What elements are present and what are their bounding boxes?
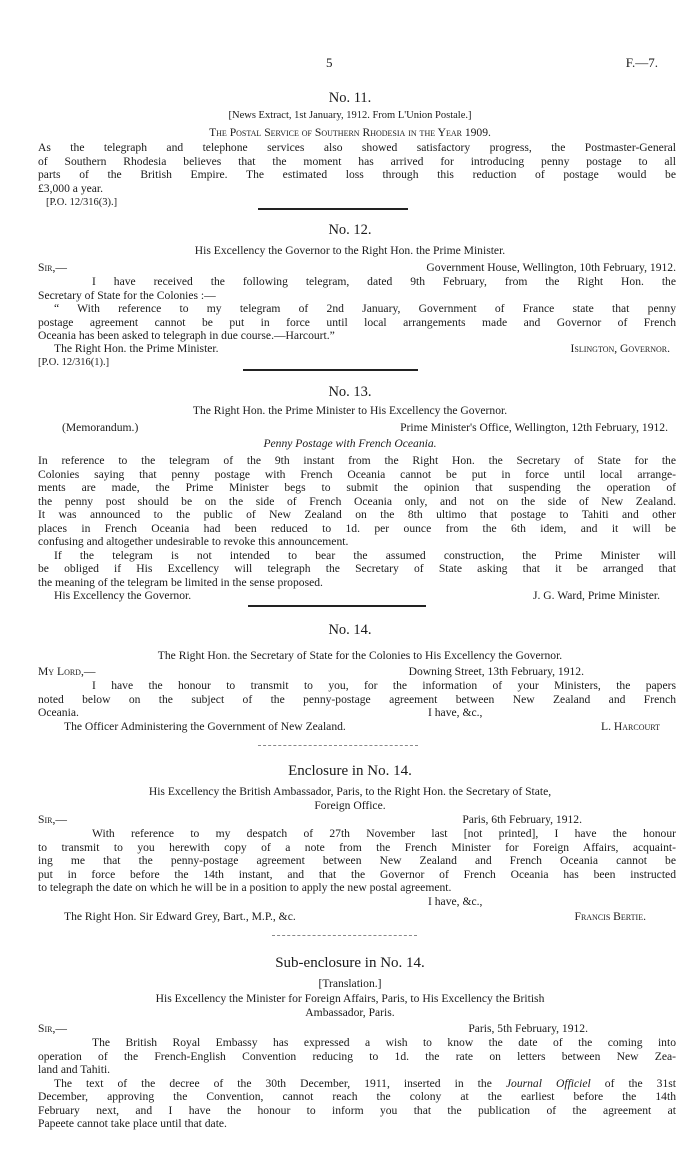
text-line: to telegraph the date on which he will be in a position to apply the new postal agreement.	[38, 881, 452, 894]
no11-subtitle: The Postal Service of Southern Rhodesia in the Year 1909.	[209, 126, 491, 139]
no12-heading: His Excellency the Governor to the Right Hon. the Prime Minister.	[194, 244, 506, 257]
document-reference: F.—7.	[625, 55, 658, 70]
text-line: be obliged if His Excellency will telegraph the Secretary of State asking that it be arranged that	[38, 562, 676, 575]
enclosure-signature: Francis Bertie.	[574, 910, 646, 923]
text-line: land and Tahiti.	[38, 1063, 111, 1076]
no12-signature: Islington, Governor.	[570, 342, 670, 355]
no14-addressee: The Officer Administering the Government of New Zealand.	[64, 720, 346, 733]
no14-body	[38, 679, 676, 720]
sub-enclosure-salutation: Sir,—	[38, 1022, 67, 1035]
news-extract-source: [News Extract, 1st January, 1912. From L'Union Postale.]	[228, 110, 472, 121]
no11-file-ref: [P.O. 12/316(3).]	[46, 197, 118, 208]
text-line: As the telegraph and telephone services also showed satisfactory progress, the Postmaster-General	[38, 141, 676, 154]
enclosure-addressee: The Right Hon. Sir Edward Grey, Bart., M.P., &c.	[64, 910, 296, 923]
no13-addressee: His Excellency the Governor.	[54, 589, 192, 602]
enclosure-salutation: Sir,—	[38, 813, 67, 826]
translation-note: [Translation.]	[318, 977, 382, 990]
text-line: confusing and altogether undesirable to revoke this announcement.	[38, 535, 349, 548]
no12-salutation: Sir,—	[38, 261, 67, 274]
section-title-no12: No. 12.	[328, 222, 372, 238]
page-number: 5	[326, 55, 333, 70]
no11-body	[38, 141, 676, 195]
no13-memo-label: (Memorandum.)	[62, 421, 139, 434]
section-divider	[243, 369, 418, 371]
text-line: operation of the French-English Convention reducing to 1d. the rate on letters between New Zea-	[38, 1049, 676, 1063]
text-line: the meaning of the telegram be limited in the sense proposed.	[38, 575, 323, 589]
text-line: the penny post should be on the side of French Oceania only, and not on the side of New Zealand.	[38, 494, 676, 508]
sub-enclosure-title: Sub-enclosure in No. 14.	[275, 955, 425, 971]
text-line: Oceania has been asked to telegraph in due course.—Harcourt.”	[38, 329, 335, 342]
text-line: “ With reference to my telegram of 2nd January, Government of France state that penny	[54, 302, 676, 315]
sub-enclosure-heading-line1: His Excellency the Minister for Foreign Affairs, Paris, to His Excellency the British	[155, 992, 545, 1005]
text-line: ments are made, the Prime Minister begs to submit the opinion that suspending the operation of	[38, 481, 676, 494]
enclosure-heading-line1: His Excellency the British Ambassador, Paris, to the Right Hon. the Secretary of State,	[148, 785, 552, 798]
text-line: February next, and I have the honour to inform you that the publication of the agreement at	[38, 1103, 676, 1117]
no14-heading: The Right Hon. the Secretary of State for the Colonies to His Excellency the Governor.	[157, 649, 563, 662]
section-divider	[248, 605, 426, 607]
text-line: In reference to the telegram of the 9th instant from the Right Hon. the Secretary of State for the	[38, 454, 676, 467]
sub-enclosure-heading-line2: Ambassador, Paris.	[305, 1006, 395, 1019]
enclosure-heading-line2: Foreign Office.	[314, 799, 386, 812]
text-line: Oceania.	[38, 706, 79, 719]
text-line: The text of the decree of the 30th December, 1911, inserted in the Journal Officiel of the 31st	[54, 1076, 676, 1090]
enclosure-body	[38, 827, 676, 895]
sub-enclosure-dateline: Paris, 5th February, 1912.	[468, 1022, 588, 1035]
no13-heading: The Right Hon. the Prime Minister to His Excellency the Governor.	[192, 404, 508, 417]
no12-dateline: Government House, Wellington, 10th February, 1912.	[426, 261, 676, 274]
no12-addressee: The Right Hon. the Prime Minister.	[54, 342, 219, 355]
no14-closing: I have, &c.,	[428, 706, 483, 719]
no13-body	[38, 454, 676, 589]
text-line: It was announced to the public of New Zealand on the 8th ultimo that postage to Tahiti and other	[38, 508, 676, 521]
text-line: places in French Oceania had been reduced to 1d. per ounce from the 6th idem, and it will be	[38, 521, 676, 535]
no14-dateline: Downing Street, 13th February, 1912.	[408, 665, 584, 678]
no14-salutation: My Lord,—	[38, 665, 96, 678]
text-line: postage agreement cannot be put in force until local arrangements made and Governor of French	[38, 315, 676, 329]
enclosure-dateline: Paris, 6th February, 1912.	[462, 813, 582, 826]
no12-body	[38, 275, 676, 343]
no14-signature: L. Harcourt	[601, 720, 660, 733]
text-line: December, approving the Convention, cannot reach the colony at the earliest before the 14th	[38, 1090, 676, 1103]
journal-title: Journal Officiel	[505, 1076, 591, 1090]
no12-file-ref: [P.O. 12/316(1).]	[38, 357, 110, 368]
text-line: to transmit to you herewith copy of a note from the French Minister for Foreign Affairs, acquaint-	[38, 840, 676, 854]
text-line: Secretary of State for the Colonies :—	[38, 288, 216, 302]
section-title-no14: No. 14.	[328, 622, 372, 638]
enclosure-title: Enclosure in No. 14.	[288, 763, 412, 779]
text-line: £3,000 a year.	[38, 181, 104, 195]
text-line: of Southern Rhodesia believes that the moment has arrived for introducing penny postage to all	[38, 154, 676, 168]
no13-subject: Penny Postage with French Oceania.	[263, 437, 437, 450]
sub-enclosure-body	[38, 1036, 676, 1131]
text-line: ing me that the penny-postage agreement between New Zealand and French Oceania cannot be	[38, 854, 676, 867]
section-divider-dashed	[258, 745, 418, 746]
text-line: With reference to my despatch of 27th November last [not printed], I have the honour	[92, 827, 676, 840]
text-line: Colonies saying that penny postage with French Oceania cannot be put in force until local arrange-	[38, 467, 676, 481]
section-title-no11: No. 11.	[328, 90, 372, 106]
text-line: parts of the British Empire. The estimated loss through this reduction of postage would be	[38, 168, 676, 181]
text-line: Papeete cannot take place until that date.	[38, 1117, 227, 1130]
text-line: I have received the following telegram, dated 9th February, from the Right Hon. the	[92, 275, 676, 288]
section-divider	[258, 208, 408, 210]
section-divider-dashed	[272, 935, 417, 936]
text-line: The British Royal Embassy has expressed a wish to know the date of the coming into	[92, 1036, 676, 1049]
no13-dateline: Prime Minister's Office, Wellington, 12th February, 1912.	[400, 421, 668, 434]
text-line: put in force before the 14th instant, and that the Governor of French Oceania has been instructed	[38, 867, 676, 881]
enclosure-closing: I have, &c.,	[428, 895, 483, 908]
text-line: I have the honour to transmit to you, for the information of your Ministers, the papers	[92, 679, 676, 692]
text-line: noted below on the subject of the penny-postage agreement between New Zealand and French	[38, 692, 676, 706]
no13-signature: J. G. Ward, Prime Minister.	[532, 589, 660, 602]
section-title-no13: No. 13.	[328, 384, 372, 400]
text-line: If the telegram is not intended to bear the assumed construction, the Prime Minister will	[54, 548, 676, 562]
